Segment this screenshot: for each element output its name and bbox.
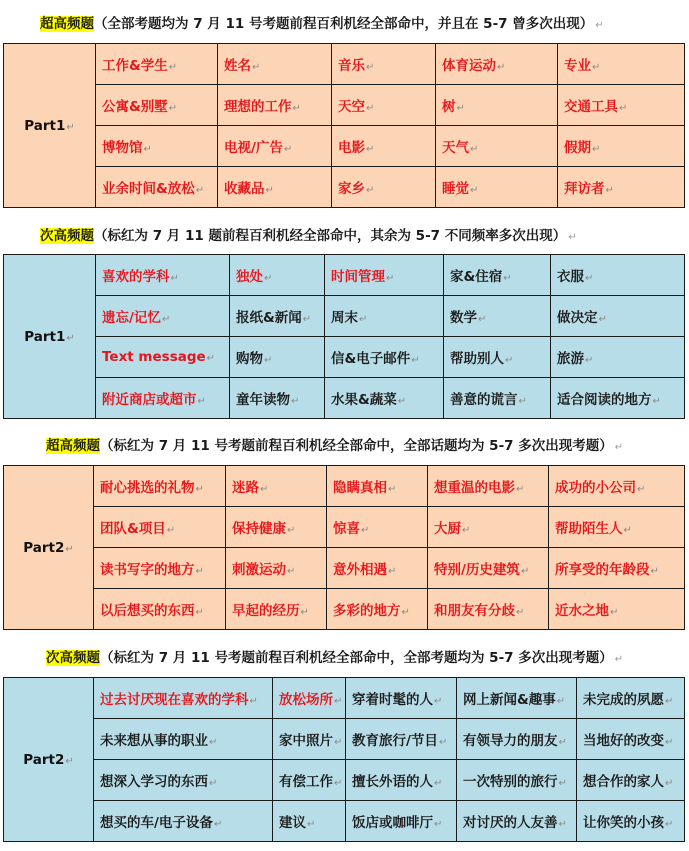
topic-cell <box>428 507 549 548</box>
topic-text: 未来想从事的职业 <box>100 733 208 749</box>
topic-text: 善意的谎言 <box>450 392 518 408</box>
heading-text: （标红为 7 月 11 号考题前程百利机经全部命中，全部话题均为 5-7 多次出现考题） <box>100 438 613 454</box>
topic-text: 购物 <box>236 351 263 367</box>
topic-cell <box>218 126 332 167</box>
table-row <box>4 548 685 589</box>
paragraph-mark-icon: ↵ <box>161 314 171 325</box>
topic-text: 拜访者 <box>564 181 605 197</box>
topic-cell <box>428 466 549 507</box>
topic-text: 童年读物 <box>236 392 290 408</box>
paragraph-mark-icon: ↵ <box>614 654 624 665</box>
topic-cell <box>577 719 685 760</box>
paragraph-mark-icon: ↵ <box>585 273 594 284</box>
topic-text: 未完成的夙愿 <box>583 692 664 708</box>
paragraph-mark-icon: ↵ <box>456 103 465 114</box>
table-row <box>4 719 685 760</box>
topic-text: 所享受的年龄段 <box>555 562 650 578</box>
paragraph-mark-icon: ↵ <box>503 273 512 284</box>
topic-text: 刺激运动 <box>232 562 286 578</box>
topic-cell <box>94 760 273 801</box>
topic-text: 让你笑的小孩 <box>583 815 664 831</box>
paragraph-mark-icon: ↵ <box>614 442 624 453</box>
heading-highlight: 超高频题 <box>46 438 100 454</box>
topic-text: 穿着时髦的人 <box>352 692 433 708</box>
section-heading-3 <box>0 434 689 454</box>
topic-text: 家中照片 <box>279 733 333 749</box>
topic-text: 网上新闻&趣事 <box>463 692 556 708</box>
topic-cell <box>230 378 325 419</box>
topic-cell <box>332 167 436 208</box>
paragraph-mark-icon: ↵ <box>637 484 646 495</box>
paragraph-mark-icon: ↵ <box>307 819 316 830</box>
topic-text: 做决定 <box>557 310 598 326</box>
topic-text: 对讨厌的人友善 <box>463 815 558 831</box>
paragraph-mark-icon: ↵ <box>401 607 410 618</box>
topic-cell <box>96 337 230 378</box>
paragraph-mark-icon: ↵ <box>520 566 530 577</box>
paragraph-mark-icon: ↵ <box>170 273 179 284</box>
topic-cell <box>96 126 218 167</box>
part-label <box>4 466 94 630</box>
part-label-text: Part1 <box>24 328 66 345</box>
topic-text: 过去讨厌现在喜欢的学科 <box>100 692 249 708</box>
paragraph-mark-icon: ↵ <box>197 396 206 407</box>
paragraph-mark-icon: ↵ <box>65 543 74 555</box>
topic-text: 耐心挑选的礼物 <box>100 480 195 496</box>
heading-text: （全部考题均为 7 月 11 号考题前程百利机经全部命中，并且在 5-7 曾多次出现） <box>94 16 594 32</box>
topic-cell <box>325 378 444 419</box>
section-heading-4 <box>0 646 689 666</box>
topic-table-3 <box>3 465 685 630</box>
topic-cell <box>551 255 685 296</box>
paragraph-mark-icon: ↵ <box>478 314 487 325</box>
topic-cell <box>96 167 218 208</box>
topic-cell <box>325 255 444 296</box>
topic-cell <box>346 678 457 719</box>
paragraph-mark-icon: ↵ <box>434 778 443 789</box>
topic-text: 和朋友有分歧 <box>434 603 515 619</box>
topic-text: 迷路 <box>232 480 259 496</box>
heading-text: （标红为 7 月 11 题前程百利机经全部命中，其余为 5-7 不同频率多次出现） <box>94 228 567 244</box>
table-row <box>4 378 685 419</box>
topic-cell <box>346 801 457 842</box>
paragraph-mark-icon: ↵ <box>195 566 204 577</box>
topic-cell <box>96 44 218 85</box>
paragraph-mark-icon: ↵ <box>516 484 525 495</box>
paragraph-mark-icon: ↵ <box>168 103 178 114</box>
topic-text: 惊喜 <box>333 521 360 537</box>
topic-text: 读书写字的地方 <box>100 562 195 578</box>
table-row <box>4 507 685 548</box>
topic-cell <box>549 548 685 589</box>
topic-cell <box>436 44 558 85</box>
paragraph-mark-icon: ↵ <box>598 314 607 325</box>
topic-text: 睡觉 <box>442 181 469 197</box>
paragraph-mark-icon: ↵ <box>300 607 309 618</box>
table-row <box>4 337 685 378</box>
topic-cell <box>218 167 332 208</box>
topic-text: 教育旅行/节目 <box>352 733 438 749</box>
topic-table-2 <box>3 254 685 419</box>
topic-cell <box>96 85 218 126</box>
topic-cell <box>226 589 327 630</box>
paragraph-mark-icon: ↵ <box>291 396 300 407</box>
paragraph-mark-icon: ↵ <box>623 525 632 536</box>
topic-cell <box>558 167 685 208</box>
topic-cell <box>577 801 685 842</box>
topic-text: 电影 <box>338 140 365 156</box>
topic-cell <box>549 466 685 507</box>
topic-text: 想深入学习的东西 <box>100 774 208 790</box>
topic-cell <box>551 337 685 378</box>
topic-text: 公寓&别墅 <box>102 99 168 115</box>
paragraph-mark-icon: ↵ <box>334 737 343 748</box>
topic-cell <box>94 466 226 507</box>
paragraph-mark-icon: ↵ <box>470 185 479 196</box>
topic-text: 旅游 <box>557 351 584 367</box>
topic-text: 姓名 <box>224 58 251 74</box>
paragraph-mark-icon: ↵ <box>556 696 566 707</box>
paragraph-mark-icon: ↵ <box>195 185 205 196</box>
paragraph-mark-icon: ↵ <box>610 607 619 618</box>
paragraph-mark-icon: ↵ <box>650 566 659 577</box>
heading-highlight: 次高频题 <box>40 228 94 244</box>
topic-cell <box>436 167 558 208</box>
paragraph-mark-icon: ↵ <box>434 819 443 830</box>
part-label <box>4 44 96 208</box>
part-label-text: Part2 <box>23 751 65 768</box>
topic-text: 有偿工作 <box>279 774 333 790</box>
topic-text: 体育运动 <box>442 58 496 74</box>
topic-text: Text message <box>102 349 206 365</box>
topic-text: 建议 <box>279 815 306 831</box>
paragraph-mark-icon: ↵ <box>168 62 178 73</box>
topic-cell <box>94 801 273 842</box>
paragraph-mark-icon: ↵ <box>334 778 343 789</box>
topic-text: 时间管理 <box>331 269 385 285</box>
section-heading-2 <box>0 224 689 244</box>
topic-text: 以后想买的东西 <box>100 603 195 619</box>
paragraph-mark-icon: ↵ <box>206 353 216 364</box>
table-row <box>4 85 685 126</box>
paragraph-mark-icon: ↵ <box>334 696 343 707</box>
topic-text: 当地好的改变 <box>583 733 664 749</box>
topic-text: 成功的小公司 <box>555 480 636 496</box>
topic-cell <box>96 255 230 296</box>
topic-text: 隐瞒真相 <box>333 480 387 496</box>
topic-cell <box>273 760 346 801</box>
part-label <box>4 678 94 842</box>
paragraph-mark-icon: ↵ <box>265 185 274 196</box>
paragraph-mark-icon: ↵ <box>361 525 370 536</box>
table-row <box>4 126 685 167</box>
topic-cell <box>218 85 332 126</box>
topic-cell <box>327 507 428 548</box>
table-row <box>4 167 685 208</box>
paragraph-mark-icon: ↵ <box>366 185 375 196</box>
paragraph-mark-icon: ↵ <box>665 737 674 748</box>
topic-table-4 <box>3 677 685 842</box>
topic-cell <box>332 126 436 167</box>
topic-cell <box>332 85 436 126</box>
topic-cell <box>226 466 327 507</box>
paragraph-mark-icon: ↵ <box>366 62 375 73</box>
table-row <box>4 296 685 337</box>
topic-text: 交通工具 <box>564 99 618 115</box>
paragraph-mark-icon: ↵ <box>438 737 448 748</box>
topic-text: 遗忘/记忆 <box>102 310 161 326</box>
paragraph-mark-icon: ↵ <box>388 566 397 577</box>
paragraph-mark-icon: ↵ <box>252 62 261 73</box>
table-row <box>4 589 685 630</box>
paragraph-mark-icon: ↵ <box>292 103 301 114</box>
part-label-text: Part2 <box>23 539 65 556</box>
topic-text: 保持健康 <box>232 521 286 537</box>
topic-text: 音乐 <box>338 58 365 74</box>
topic-cell <box>558 85 685 126</box>
topic-cell <box>549 507 685 548</box>
topic-cell <box>230 337 325 378</box>
topic-cell <box>346 719 457 760</box>
paragraph-mark-icon: ↵ <box>497 62 506 73</box>
topic-cell <box>457 719 577 760</box>
topic-text: 早起的经历 <box>232 603 300 619</box>
topic-cell <box>96 378 230 419</box>
topic-text: 专业 <box>564 58 591 74</box>
topic-text: 有领导力的朋友 <box>463 733 558 749</box>
table-row <box>4 255 685 296</box>
topic-cell <box>218 44 332 85</box>
topic-cell <box>444 378 551 419</box>
topic-text: 衣服 <box>557 269 584 285</box>
topic-cell <box>428 589 549 630</box>
paragraph-mark-icon: ↵ <box>283 144 293 155</box>
topic-cell <box>457 760 577 801</box>
topic-cell <box>332 44 436 85</box>
topic-cell <box>230 255 325 296</box>
table-row <box>4 466 685 507</box>
topic-cell <box>325 296 444 337</box>
heading-text: （标红为 7 月 11 号考题前程百利机经全部命中，全部考题均为 5-7 多次出现考题） <box>100 650 613 666</box>
topic-cell <box>226 507 327 548</box>
topic-text: 饭店或咖啡厅 <box>352 815 433 831</box>
topic-cell <box>551 296 685 337</box>
paragraph-mark-icon: ↵ <box>558 737 567 748</box>
heading-highlight: 次高频题 <box>46 650 100 666</box>
paragraph-mark-icon: ↵ <box>411 355 420 366</box>
topic-cell <box>436 126 558 167</box>
part-label <box>4 255 96 419</box>
paragraph-mark-icon: ↵ <box>249 696 258 707</box>
topic-text: 天气 <box>442 140 469 156</box>
topic-cell <box>549 589 685 630</box>
topic-text: 家&住宿 <box>450 269 503 285</box>
paragraph-mark-icon: ↵ <box>302 314 312 325</box>
paragraph-mark-icon: ↵ <box>592 144 601 155</box>
topic-text: 收藏品 <box>224 181 265 197</box>
topic-cell <box>327 548 428 589</box>
topic-cell <box>327 589 428 630</box>
paragraph-mark-icon: ↵ <box>143 144 152 155</box>
paragraph-mark-icon: ↵ <box>397 396 407 407</box>
paragraph-mark-icon: ↵ <box>287 525 296 536</box>
section-heading-1 <box>0 12 689 32</box>
topic-text: 大厨 <box>434 521 461 537</box>
paragraph-mark-icon: ↵ <box>434 696 443 707</box>
paragraph-mark-icon: ↵ <box>665 819 674 830</box>
topic-text: 团队&项目 <box>100 521 166 537</box>
table-row <box>4 44 685 85</box>
topic-cell <box>444 255 551 296</box>
topic-cell <box>457 801 577 842</box>
paragraph-mark-icon: ↵ <box>619 103 628 114</box>
topic-text: 想买的车/电子设备 <box>100 815 213 831</box>
paragraph-mark-icon: ↵ <box>585 355 594 366</box>
topic-cell <box>273 719 346 760</box>
paragraph-mark-icon: ↵ <box>209 778 218 789</box>
topic-cell <box>226 548 327 589</box>
paragraph-mark-icon: ↵ <box>366 144 375 155</box>
topic-text: 天空 <box>338 99 365 115</box>
topic-text: 理想的工作 <box>224 99 292 115</box>
topic-cell <box>94 719 273 760</box>
topic-cell <box>94 548 226 589</box>
topic-text: 博物馆 <box>102 140 143 156</box>
topic-text: 周末 <box>331 310 358 326</box>
topic-text: 想合作的家人 <box>583 774 664 790</box>
paragraph-mark-icon: ↵ <box>209 737 218 748</box>
topic-cell <box>551 378 685 419</box>
paragraph-mark-icon: ↵ <box>166 525 176 536</box>
topic-cell <box>577 760 685 801</box>
topic-cell <box>94 507 226 548</box>
paragraph-mark-icon: ↵ <box>462 525 471 536</box>
heading-highlight: 超高频题 <box>40 16 94 32</box>
paragraph-mark-icon: ↵ <box>652 396 661 407</box>
topic-text: 多彩的地方 <box>333 603 401 619</box>
paragraph-mark-icon: ↵ <box>359 314 368 325</box>
paragraph-mark-icon: ↵ <box>195 484 204 495</box>
topic-text: 帮助别人 <box>450 351 504 367</box>
topic-cell <box>273 678 346 719</box>
paragraph-mark-icon: ↵ <box>505 355 514 366</box>
topic-text: 工作&学生 <box>102 58 168 74</box>
paragraph-mark-icon: ↵ <box>605 185 614 196</box>
topic-cell <box>94 678 273 719</box>
paragraph-mark-icon: ↵ <box>66 332 75 344</box>
topic-text: 业余时间&放松 <box>102 181 195 197</box>
table-row <box>4 801 685 842</box>
paragraph-mark-icon: ↵ <box>260 484 269 495</box>
topic-cell <box>444 337 551 378</box>
topic-cell <box>327 466 428 507</box>
paragraph-mark-icon: ↵ <box>65 755 74 767</box>
topic-cell <box>558 126 685 167</box>
table-row <box>4 678 685 719</box>
topic-cell <box>346 760 457 801</box>
topic-text: 意外相遇 <box>333 562 387 578</box>
paragraph-mark-icon: ↵ <box>213 819 223 830</box>
paragraph-mark-icon: ↵ <box>595 20 604 31</box>
paragraph-mark-icon: ↵ <box>558 819 567 830</box>
topic-text: 近水之地 <box>555 603 609 619</box>
paragraph-mark-icon: ↵ <box>366 103 375 114</box>
paragraph-mark-icon: ↵ <box>470 144 479 155</box>
paragraph-mark-icon: ↵ <box>195 607 204 618</box>
topic-text: 特别/历史建筑 <box>434 562 520 578</box>
paragraph-mark-icon: ↵ <box>264 355 273 366</box>
paragraph-mark-icon: ↵ <box>516 607 525 618</box>
paragraph-mark-icon: ↵ <box>592 62 601 73</box>
topic-cell <box>96 296 230 337</box>
topic-text: 擅长外语的人 <box>352 774 433 790</box>
topic-text: 家乡 <box>338 181 365 197</box>
topic-text: 帮助陌生人 <box>555 521 623 537</box>
paragraph-mark-icon: ↵ <box>665 778 674 789</box>
topic-text: 水果&蔬菜 <box>331 392 397 408</box>
topic-text: 电视/广告 <box>224 140 283 156</box>
topic-cell <box>457 678 577 719</box>
paragraph-mark-icon: ↵ <box>665 696 674 707</box>
topic-text: 报纸&新闻 <box>236 310 302 326</box>
paragraph-mark-icon: ↵ <box>558 778 567 789</box>
topic-cell <box>230 296 325 337</box>
paragraph-mark-icon: ↵ <box>66 121 75 133</box>
topic-table-1 <box>3 43 685 208</box>
topic-text: 假期 <box>564 140 591 156</box>
topic-cell <box>325 337 444 378</box>
topic-cell <box>558 44 685 85</box>
table-row <box>4 760 685 801</box>
topic-text: 适合阅读的地方 <box>557 392 652 408</box>
topic-text: 附近商店或超市 <box>102 392 197 408</box>
paragraph-mark-icon: ↵ <box>287 566 296 577</box>
paragraph-mark-icon: ↵ <box>388 484 397 495</box>
paragraph-mark-icon: ↵ <box>386 273 395 284</box>
topic-cell <box>428 548 549 589</box>
topic-text: 独处 <box>236 269 263 285</box>
topic-cell <box>444 296 551 337</box>
topic-text: 喜欢的学科 <box>102 269 170 285</box>
topic-cell <box>273 801 346 842</box>
paragraph-mark-icon: ↵ <box>264 273 273 284</box>
paragraph-mark-icon: ↵ <box>568 232 577 243</box>
topic-text: 数学 <box>450 310 477 326</box>
topic-cell <box>94 589 226 630</box>
paragraph-mark-icon: ↵ <box>518 396 527 407</box>
topic-text: 信&电子邮件 <box>331 351 411 367</box>
topic-cell <box>577 678 685 719</box>
topic-text: 想重温的电影 <box>434 480 515 496</box>
topic-text: 放松场所 <box>279 692 333 708</box>
topic-cell <box>436 85 558 126</box>
topic-text: 树 <box>442 99 456 115</box>
topic-text: 一次特别的旅行 <box>463 774 558 790</box>
part-label-text: Part1 <box>24 117 66 134</box>
